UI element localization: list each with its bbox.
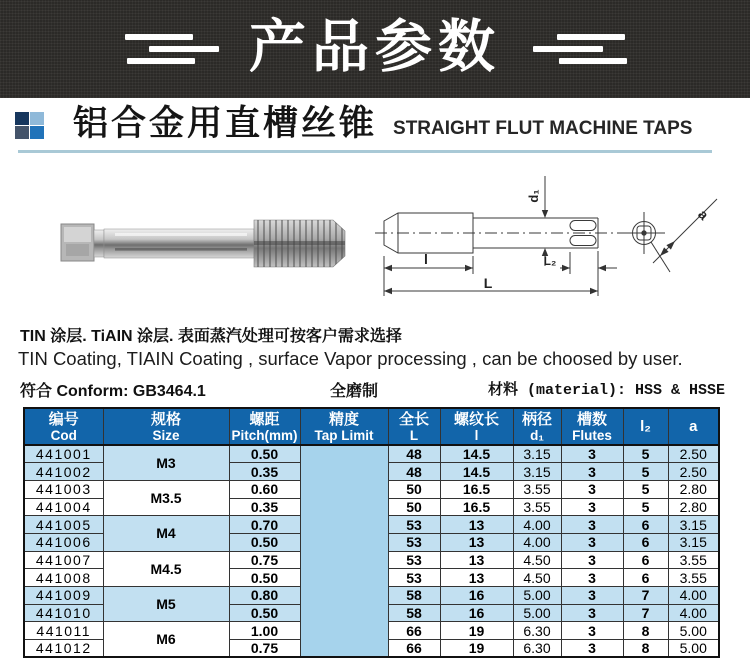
- cell-cod: 441011: [24, 622, 103, 640]
- column-header: 螺纹长 l: [440, 408, 513, 445]
- cell-overall-length: 53: [388, 516, 440, 534]
- cell-cod: 441012: [24, 640, 103, 658]
- cell-l2: 6: [623, 569, 668, 587]
- product-title-en: STRAIGHT FLUT MACHINE TAPS: [393, 118, 693, 139]
- cell-square-width: 2.80: [668, 480, 719, 498]
- cell-overall-length: 66: [388, 622, 440, 640]
- cell-thread-length: 16: [440, 604, 513, 622]
- cell-shank-diameter: 6.30: [513, 622, 561, 640]
- cell-pitch: 0.80: [229, 587, 300, 605]
- cell-overall-length: 50: [388, 480, 440, 498]
- cell-cod: 441001: [24, 445, 103, 463]
- cell-cod: 441007: [24, 551, 103, 569]
- cell-square-width: 5.00: [668, 622, 719, 640]
- cell-pitch: 0.50: [229, 569, 300, 587]
- cell-shank-diameter: 3.15: [513, 445, 561, 463]
- title-underline: [18, 150, 712, 153]
- cell-thread-length: 13: [440, 569, 513, 587]
- tap-dimension-diagram: [370, 160, 748, 318]
- cell-square-width: 3.55: [668, 551, 719, 569]
- cell-cod: 441008: [24, 569, 103, 587]
- cell-flutes: 3: [561, 533, 623, 551]
- cell-l2: 6: [623, 533, 668, 551]
- cell-thread-length: 16.5: [440, 498, 513, 516]
- column-header: 精度 Tap Limit: [300, 408, 388, 445]
- cell-thread-length: 14.5: [440, 445, 513, 463]
- cell-flutes: 3: [561, 640, 623, 658]
- diagram-label-d1: d₁: [526, 189, 541, 203]
- cell-size: M3: [103, 445, 229, 480]
- cell-square-width: 3.55: [668, 569, 719, 587]
- column-header: 螺距 Pitch(mm): [229, 408, 300, 445]
- cell-l2: 8: [623, 622, 668, 640]
- cell-thread-length: 16.5: [440, 480, 513, 498]
- cell-thread-length: 16: [440, 587, 513, 605]
- column-header: l₂: [623, 408, 668, 445]
- cell-pitch: 0.60: [229, 480, 300, 498]
- cell-l2: 5: [623, 445, 668, 463]
- four-squares-logo-icon: [15, 112, 44, 139]
- cell-shank-diameter: 3.55: [513, 480, 561, 498]
- cell-cod: 441002: [24, 463, 103, 481]
- cell-pitch: 1.00: [229, 622, 300, 640]
- cell-cod: 441010: [24, 604, 103, 622]
- diagram-label-a: a: [695, 206, 712, 223]
- cell-shank-diameter: 5.00: [513, 604, 561, 622]
- cell-pitch: 0.75: [229, 640, 300, 658]
- cell-overall-length: 48: [388, 445, 440, 463]
- cell-square-width: 2.50: [668, 445, 719, 463]
- cell-shank-diameter: 6.30: [513, 640, 561, 658]
- diagram-label-l: l: [424, 251, 428, 267]
- cell-shank-diameter: 4.50: [513, 569, 561, 587]
- cell-l2: 6: [623, 551, 668, 569]
- cell-size: M4: [103, 516, 229, 551]
- material-note: 材料 (material): HSS & HSSE: [488, 382, 726, 399]
- cell-flutes: 3: [561, 622, 623, 640]
- cell-shank-diameter: 4.50: [513, 551, 561, 569]
- cell-flutes: 3: [561, 551, 623, 569]
- cell-cod: 441005: [24, 516, 103, 534]
- cell-square-width: 5.00: [668, 640, 719, 658]
- cell-square-width: 3.15: [668, 533, 719, 551]
- cell-shank-diameter: 4.00: [513, 533, 561, 551]
- cell-pitch: 0.75: [229, 551, 300, 569]
- cell-shank-diameter: 4.00: [513, 516, 561, 534]
- column-header: 编号 Cod: [24, 408, 103, 445]
- cell-thread-length: 13: [440, 533, 513, 551]
- cell-flutes: 3: [561, 516, 623, 534]
- banner-title: 产品参数: [249, 14, 501, 79]
- cell-thread-length: 14.5: [440, 463, 513, 481]
- cell-pitch: 0.50: [229, 445, 300, 463]
- cell-thread-length: 13: [440, 516, 513, 534]
- cell-square-width: 2.80: [668, 498, 719, 516]
- cell-flutes: 3: [561, 569, 623, 587]
- tap-photo: [57, 204, 347, 284]
- cell-l2: 5: [623, 463, 668, 481]
- parameter-table: [23, 407, 720, 658]
- diagram-label-l2: L₂: [543, 254, 557, 268]
- standard-note-row: [0, 378, 750, 398]
- banner-lines-left-icon: [119, 34, 219, 64]
- conform-standard: 符合 Conform: GB3464.1: [20, 383, 206, 400]
- cell-flutes: 3: [561, 498, 623, 516]
- grind-note: 全磨制: [330, 383, 379, 400]
- cell-shank-diameter: 3.15: [513, 463, 561, 481]
- cell-l2: 5: [623, 498, 668, 516]
- cell-thread-length: 13: [440, 551, 513, 569]
- cell-shank-diameter: 5.00: [513, 587, 561, 605]
- cell-square-width: 4.00: [668, 587, 719, 605]
- cell-pitch: 0.35: [229, 463, 300, 481]
- cell-overall-length: 53: [388, 551, 440, 569]
- cell-overall-length: 50: [388, 498, 440, 516]
- cell-l2: 7: [623, 604, 668, 622]
- cell-size: M6: [103, 622, 229, 657]
- cell-flutes: 3: [561, 480, 623, 498]
- cell-flutes: 3: [561, 587, 623, 605]
- column-header: 柄径 d₁: [513, 408, 561, 445]
- cell-size: M3.5: [103, 480, 229, 515]
- cell-pitch: 0.50: [229, 604, 300, 622]
- cell-l2: 8: [623, 640, 668, 658]
- cell-square-width: 3.15: [668, 516, 719, 534]
- cell-pitch: 0.50: [229, 533, 300, 551]
- cell-cod: 441006: [24, 533, 103, 551]
- cell-thread-length: 19: [440, 640, 513, 658]
- cell-overall-length: 58: [388, 587, 440, 605]
- cell-pitch: 0.70: [229, 516, 300, 534]
- cell-shank-diameter: 3.55: [513, 498, 561, 516]
- cell-pitch: 0.35: [229, 498, 300, 516]
- cell-flutes: 3: [561, 463, 623, 481]
- cell-cod: 441003: [24, 480, 103, 498]
- cell-overall-length: 48: [388, 463, 440, 481]
- column-header: 全长 L: [388, 408, 440, 445]
- coating-note-zh: TIN 涂层. TiAIN 涂层. 表面蒸汽处理可按客户需求选择: [20, 328, 402, 345]
- cell-size: M5: [103, 587, 229, 622]
- banner-lines-right-icon: [531, 34, 631, 64]
- cell-overall-length: 53: [388, 533, 440, 551]
- cell-cod: 441009: [24, 587, 103, 605]
- cell-overall-length: 66: [388, 640, 440, 658]
- diagram-label-L: L: [483, 275, 493, 291]
- coating-note-en: TIN Coating, TIAIN Coating , surface Vapor processing , can be choosed by user.: [18, 348, 683, 369]
- banner: [0, 0, 750, 98]
- product-title-zh: 铝合金用直槽丝锥: [73, 104, 378, 143]
- cell-size: M4.5: [103, 551, 229, 586]
- table-header-row: [24, 408, 719, 445]
- cell-flutes: 3: [561, 445, 623, 463]
- cell-square-width: 2.50: [668, 463, 719, 481]
- cell-square-width: 4.00: [668, 604, 719, 622]
- section-title-row: [15, 106, 692, 141]
- column-header: 槽数 Flutes: [561, 408, 623, 445]
- cell-cod: 441004: [24, 498, 103, 516]
- cell-tap-limit: [300, 445, 388, 657]
- cell-thread-length: 19: [440, 622, 513, 640]
- cell-l2: 6: [623, 516, 668, 534]
- cell-l2: 5: [623, 480, 668, 498]
- column-header: a: [668, 408, 719, 445]
- table-row: [24, 445, 719, 463]
- cell-overall-length: 53: [388, 569, 440, 587]
- column-header: 规格 Size: [103, 408, 229, 445]
- cell-overall-length: 58: [388, 604, 440, 622]
- cell-flutes: 3: [561, 604, 623, 622]
- cell-l2: 7: [623, 587, 668, 605]
